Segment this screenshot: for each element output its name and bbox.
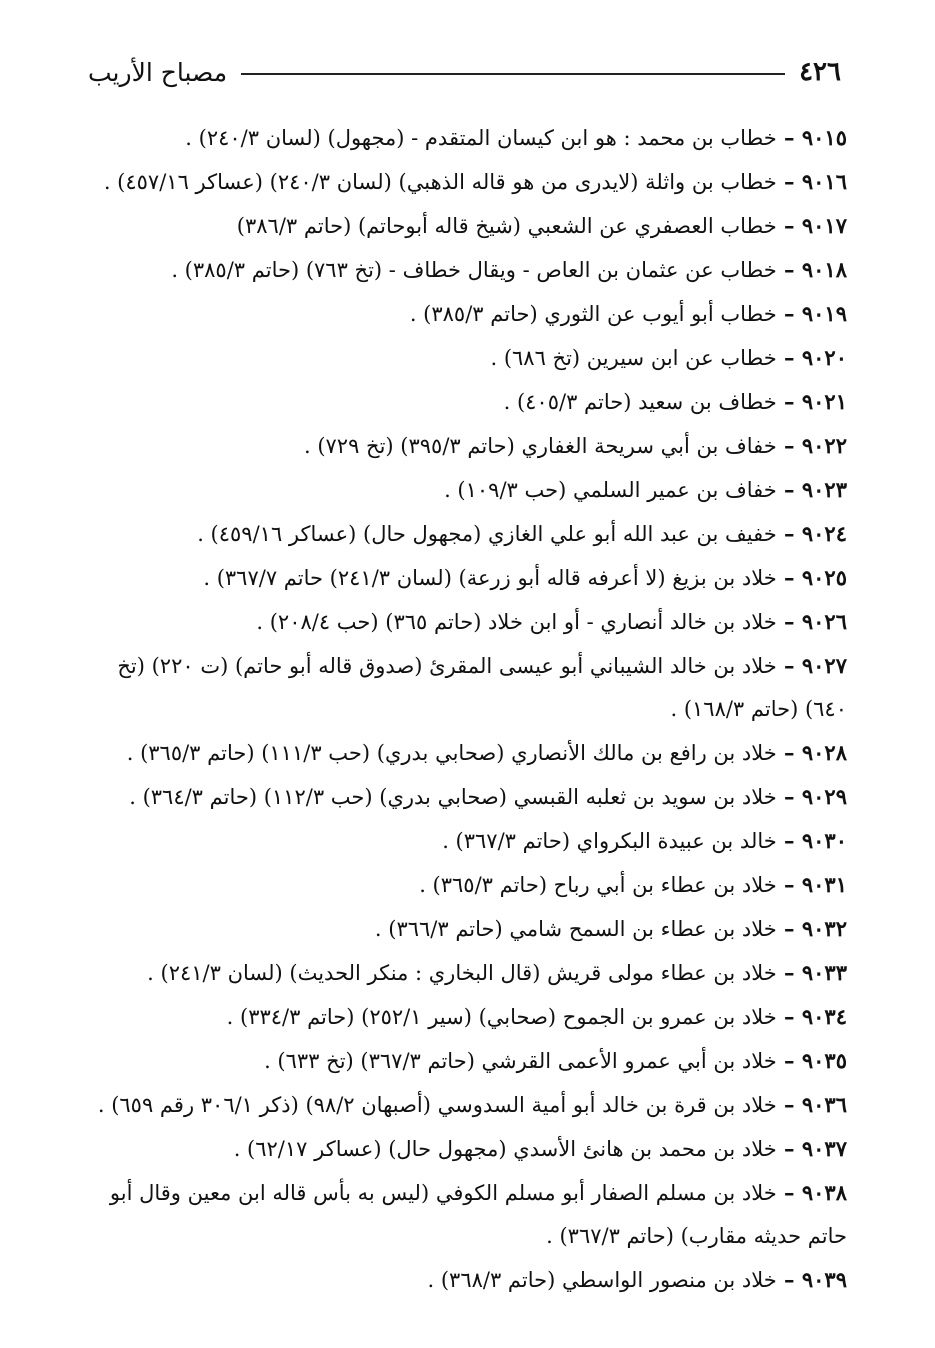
- entry-text: خطاب بن محمد : هو ابن كيسان المتقدم - (مجهول) (لسان ٢٤٠/٣) .: [185, 126, 777, 150]
- entry-row: [74, 600, 847, 644]
- entry-number: ٩٠٣٢: [801, 916, 847, 941]
- entry-number: ٩٠٣٣: [801, 960, 847, 985]
- entry-row: [74, 1258, 847, 1302]
- entry-number: ٩٠٢٨: [801, 740, 847, 765]
- entry-dash: –: [776, 828, 802, 853]
- entry-dash: –: [776, 1048, 802, 1073]
- entry-number: ٩٠١٩: [801, 301, 847, 326]
- entry-row: [74, 1039, 847, 1083]
- entry-text: خلاد بن مسلم الصفار أبو مسلم الكوفي (ليس به بأس قاله ابن معين وقال أبو حاتم حديثه مقارب) (حاتم ٣٦٧/٣) .: [109, 1181, 847, 1248]
- entry-text: خلاد بن عمرو بن الجموح (صحابي) (سير ٢٥٢/١) (حاتم ٣٣٤/٣) .: [226, 1005, 777, 1029]
- entry-number: ٩٠١٦: [801, 169, 847, 194]
- entry-number: ٩٠٣٧: [801, 1136, 847, 1161]
- entry-row: [74, 995, 847, 1039]
- entry-dash: –: [776, 477, 802, 502]
- entry-text: خلاد بن عطاء مولى قريش (قال البخاري : منكر الحديث) (لسان ٢٤١/٣) .: [147, 961, 777, 985]
- entry-text: خلاد بن رافع بن مالك الأنصاري (صحابي بدري) (حب ١١١/٣) (حاتم ٣٦٥/٣) .: [126, 741, 777, 765]
- entry-row: [74, 1127, 847, 1171]
- entry-text: خالد بن عبيدة البكرواي (حاتم ٣٦٧/٣) .: [442, 829, 777, 853]
- entry-dash: –: [776, 125, 802, 150]
- entry-dash: –: [776, 916, 802, 941]
- page-header: [88, 52, 841, 92]
- entry-row: [74, 116, 847, 160]
- entry-row: [74, 644, 847, 731]
- entry-number: ٩٠٢٤: [801, 521, 847, 546]
- entry-text: خلاد بن خالد الشيباني أبو عيسى المقرئ (صدوق قاله أبو حاتم) (ت ٢٢٠) (تخ ٦٤٠) (حاتم ١٦٨/٣) .: [117, 654, 847, 721]
- entry-dash: –: [776, 1092, 802, 1117]
- entry-number: ٩٠٢٧: [801, 653, 847, 678]
- entry-list: [74, 116, 847, 1302]
- entry-dash: –: [776, 1180, 802, 1205]
- entry-row: [74, 863, 847, 907]
- entry-dash: –: [776, 301, 802, 326]
- entry-number: ٩٠٢٢: [801, 433, 847, 458]
- entry-dash: –: [776, 872, 802, 897]
- entry-dash: –: [776, 960, 802, 985]
- entry-number: ٩٠٣١: [801, 872, 847, 897]
- entry-text: خطاب عن عثمان بن العاص - ويقال خطاف - (تخ ٧٦٣) (حاتم ٣٨٥/٣) .: [171, 258, 777, 282]
- entry-text: خفاف بن عمير السلمي (حب ١٠٩/٣) .: [444, 478, 777, 502]
- entry-number: ٩٠٢٣: [801, 477, 847, 502]
- entry-text: خطاب أبو أيوب عن الثوري (حاتم ٣٨٥/٣) .: [409, 302, 777, 326]
- entry-row: [74, 951, 847, 995]
- entry-dash: –: [776, 1004, 802, 1029]
- entry-row: [74, 512, 847, 556]
- entry-dash: –: [776, 1136, 802, 1161]
- entry-row: [74, 907, 847, 951]
- entry-text: خطاب بن واثلة (لايدرى من هو قاله الذهبي) (لسان ٢٤٠/٣) (عساكر ٤٥٧/١٦) .: [103, 170, 777, 194]
- entry-dash: –: [776, 740, 802, 765]
- entry-row: [74, 160, 847, 204]
- entry-text: خفاف بن أبي سريحة الغفاري (حاتم ٣٩٥/٣) (تخ ٧٢٩) .: [303, 434, 777, 458]
- entry-text: خطاب عن ابن سيرين (تخ ٦٨٦) .: [490, 346, 777, 370]
- entry-number: ٩٠٣٩: [801, 1267, 847, 1292]
- entry-text: خفيف بن عبد الله أبو علي الغازي (مجهول حال) (عساكر ٤٥٩/١٦) .: [197, 522, 777, 546]
- entry-number: ٩٠٢٠: [801, 345, 847, 370]
- entry-text: خلاد بن أبي عمرو الأعمى القرشي (حاتم ٣٦٧/٣) (تخ ٦٣٣) .: [264, 1049, 777, 1073]
- entry-number: ٩٠٢٥: [801, 565, 847, 590]
- entry-number: ٩٠٢٦: [801, 609, 847, 634]
- entry-text: خلاد بن محمد بن هانئ الأسدي (مجهول حال) (عساكر ٦٢/١٧) .: [233, 1137, 777, 1161]
- entry-number: ٩٠٢٩: [801, 784, 847, 809]
- entry-text: خلاد بن قرة بن خالد أبو أمية السدوسي (أصبهان ٩٨/٢) (ذكر ٣٠٦/١ رقم ٦٥٩) .: [97, 1093, 777, 1117]
- entry-text: خلاد بن بزيغ (لا أعرفه قاله أبو زرعة) (لسان ٢٤١/٣) حاتم ٣٦٧/٧) .: [203, 566, 777, 590]
- entry-dash: –: [776, 1267, 802, 1292]
- running-title: مصباح الأريب: [88, 57, 228, 87]
- entry-row: [74, 468, 847, 512]
- entry-number: ٩٠٣٦: [801, 1092, 847, 1117]
- entry-number: ٩٠٣٤: [801, 1004, 847, 1029]
- entry-number: ٩٠٣٨: [801, 1180, 847, 1205]
- page-number: ٤٢٦: [799, 57, 841, 87]
- entry-text: خطاف بن سعيد (حاتم ٤٠٥/٣) .: [503, 390, 777, 414]
- entry-dash: –: [776, 169, 802, 194]
- entry-dash: –: [776, 389, 802, 414]
- entry-number: ٩٠١٧: [801, 213, 847, 238]
- entry-row: [74, 204, 847, 248]
- entry-dash: –: [776, 521, 802, 546]
- entry-text: خلاد بن سويد بن ثعلبه القبسي (صحابي بدري) (حب ١١٢/٣) (حاتم ٣٦٤/٣) .: [129, 785, 777, 809]
- entry-row: [74, 1083, 847, 1127]
- entry-number: ٩٠٣٥: [801, 1048, 847, 1073]
- entry-text: خلاد بن عطاء بن السمح شامي (حاتم ٣٦٦/٣) .: [374, 917, 777, 941]
- entry-row: [74, 1171, 847, 1258]
- entry-text: خطاب العصفري عن الشعبي (شيخ قاله أبوحاتم) (حاتم ٣٨٦/٣): [236, 214, 777, 238]
- entry-row: [74, 248, 847, 292]
- entry-text: خلاد بن عطاء بن أبي رباح (حاتم ٣٦٥/٣) .: [419, 873, 777, 897]
- entry-number: ٩٠٢١: [801, 389, 847, 414]
- entry-row: [74, 424, 847, 468]
- entry-dash: –: [776, 565, 802, 590]
- entry-row: [74, 380, 847, 424]
- entry-text: خلاد بن خالد أنصاري - أو ابن خلاد (حاتم ٣٦٥) (حب ٢٠٨/٤) .: [256, 610, 777, 634]
- entry-dash: –: [776, 433, 802, 458]
- entry-dash: –: [776, 653, 802, 678]
- entry-dash: –: [776, 784, 802, 809]
- entry-row: [74, 819, 847, 863]
- entry-number: ٩٠١٥: [801, 125, 847, 150]
- entry-text: خلاد بن منصور الواسطي (حاتم ٣٦٨/٣) .: [427, 1268, 777, 1292]
- header-rule: [241, 73, 785, 75]
- entry-dash: –: [776, 213, 802, 238]
- entry-row: [74, 731, 847, 775]
- entry-row: [74, 556, 847, 600]
- entry-dash: –: [776, 345, 802, 370]
- entry-number: ٩٠١٨: [801, 257, 847, 282]
- entry-row: [74, 292, 847, 336]
- entry-number: ٩٠٣٠: [801, 828, 847, 853]
- entry-row: [74, 775, 847, 819]
- entry-dash: –: [776, 257, 802, 282]
- entry-row: [74, 336, 847, 380]
- entry-dash: –: [776, 609, 802, 634]
